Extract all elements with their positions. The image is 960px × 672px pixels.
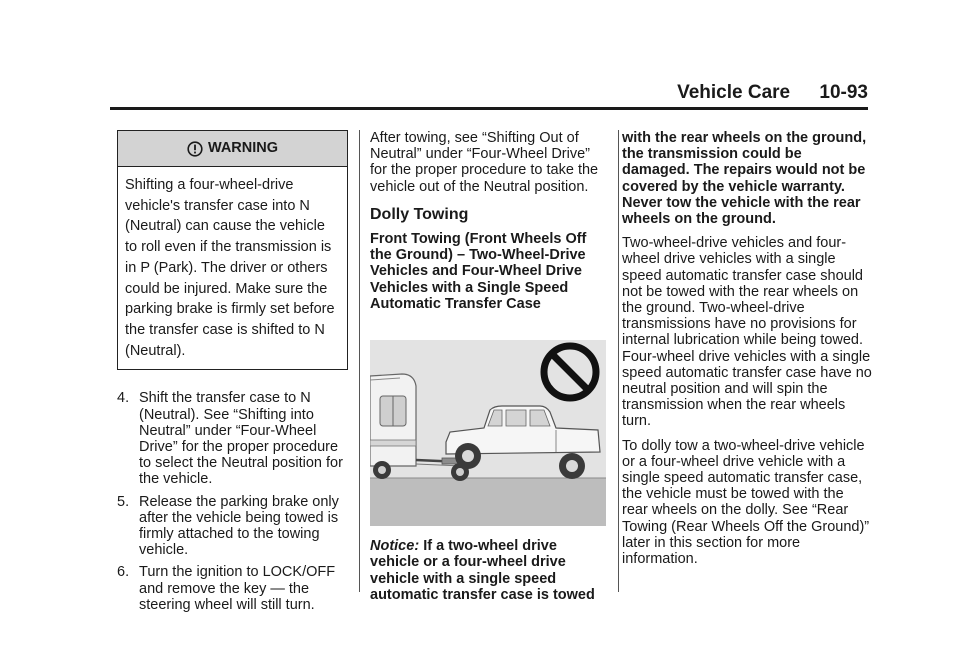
notice-text: If a two-wheel drive vehicle or a four-wheel drive vehicle with a single speed automatic transfer case is towed [370,538,595,603]
step-list [117,390,349,613]
section-heading: Dolly Towing [370,205,469,223]
warning-body: Shifting a four-wheel-drive vehicle's transfer case into N (Neutral) can cause the vehicle to roll even if the transmission is in P (Park). The driver or others could be injured. Make sure the parking brake is firmly set before the transfer case is shifted to N (Neutral). [125,177,335,359]
column-divider [618,130,619,592]
notice-paragraph [370,538,610,603]
column-3 [622,130,872,575]
subsection-heading: Front Towing (Front Wheels Off the Ground) – Two-Wheel-Drive Vehicles and Four-Wheel Drive Vehicles with a Single Speed Automatic Transfer Case [370,231,587,312]
step-text: Shift the transfer case to N (Neutral). See “Shifting into Neutral” under “Four-Wheel Drive” for the proper procedure to select the Neutral position for the vehicle. [139,390,343,488]
warning-box [117,130,348,370]
warning-circle-icon [187,141,203,157]
column-2 [370,130,610,603]
section-title: Vehicle Care [677,82,791,103]
dolly-towing-illustration [370,340,606,526]
list-item [117,494,349,559]
step-number: 5. [117,493,130,510]
page-number: 10-93 [819,82,868,103]
step-text: Release the parking brake only after the vehicle being towed is firmly attached to the towing vehicle. [139,493,339,559]
body-paragraph: Two-wheel-drive vehicles and four-wheel drive vehicles with a single speed automatic transfer case should not be towed with the rear wheels on the ground. Two-wheel-drive transmissions have no provisions for internal lubrication while being towed. Four-wheel drive vehicles with a single speed automatic transfer case have no neutral position and will spin the transmission when the rear wheels turn. [622,235,872,430]
list-item [117,390,349,487]
column-1 [117,130,349,619]
list-item [117,564,349,613]
intro-paragraph: After towing, see “Shifting Out of Neutral” under “Four-Wheel Drive” for the proper procedure to take the vehicle out of the Neutral position. [370,130,599,195]
page-header [677,82,868,104]
warning-header [118,131,347,167]
step-number: 4. [117,390,130,407]
column-divider [359,130,360,592]
notice-label: Notice: [370,538,420,555]
step-text: Turn the ignition to LOCK/OFF and remove the key — the steering wheel will still turn. [139,564,336,613]
body-paragraph: To dolly tow a two-wheel-drive vehicle or a four-wheel drive vehicle with a single speed automatic transfer case, the vehicle must be towed with the rear wheels on the dolly. See “Rear Towing (Rear Wheels Off the Ground)” later in this section for more information. [622,437,870,568]
notice-continuation: with the rear wheels on the ground, the transmission could be damaged. The repairs would not be covered by the vehicle warranty. Never tow the vehicle with the rear wheels on the ground. [622,130,867,228]
header-rule [110,107,868,110]
warning-title: WARNING [207,140,279,157]
step-number: 6. [117,564,130,581]
